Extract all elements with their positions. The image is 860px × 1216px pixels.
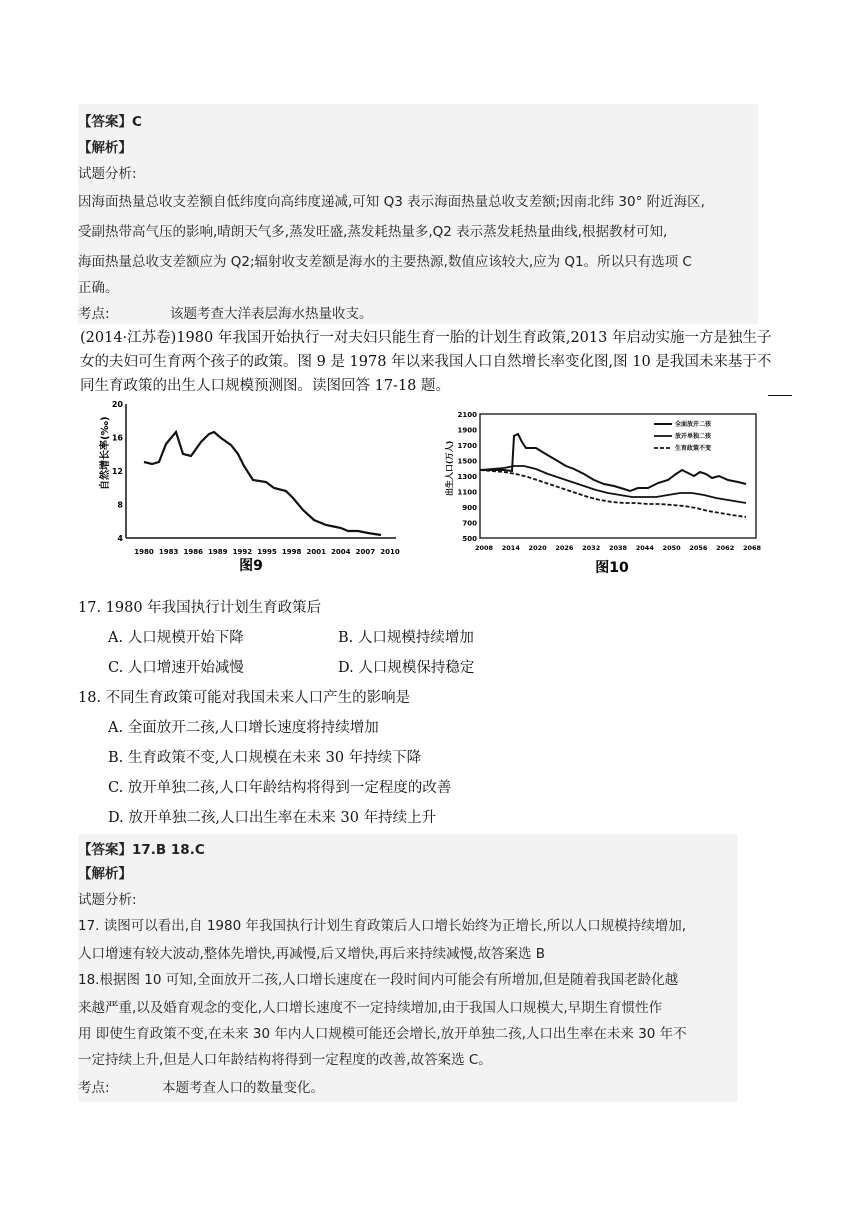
- fig10-series-full-two-child: [480, 434, 746, 491]
- kaodian-label: 考点:: [78, 1080, 110, 1096]
- fig10-label: 图10: [595, 560, 629, 576]
- q18-option-c: C. 放开单独二孩,人口年龄结构将得到一定程度的改善: [108, 780, 452, 796]
- y-tick-label: 1100: [457, 488, 477, 497]
- y-tick-label: 12: [111, 467, 123, 476]
- x-tick-label: 1989: [208, 548, 228, 556]
- y-tick-label: 4: [117, 534, 123, 543]
- analysis-line: 17. 读图可以看出,自 1980 年我国执行计划生育政策后人口增长始终为正增长,所以人口规模持续增加,: [78, 918, 687, 934]
- q18-option-b: B. 生育政策不变,人口规模在未来 30 年持续下降: [108, 750, 422, 766]
- x-tick-label: 2001: [306, 548, 326, 556]
- analysis-line: 海面热量总收支差额应为 Q2;辐射收支差额是海水的主要热源,数值应该较大,应为 Q1。所以只有选项 C: [78, 254, 692, 270]
- y-tick-label: 16: [111, 433, 123, 443]
- fig10-series-single-two-child: [480, 466, 746, 503]
- x-tick-label: 1986: [183, 548, 203, 556]
- x-tick-label: 2010: [380, 548, 400, 556]
- y-tick-label: 1900: [457, 426, 477, 435]
- q18-option-d: D. 放开单独二孩,人口出生率在未来 30 年持续上升: [108, 810, 437, 826]
- x-tick-label: 2068: [742, 544, 762, 552]
- fig10-legend: [654, 420, 712, 452]
- x-tick-label: 1995: [257, 548, 277, 556]
- analysis-line: 来越严重,以及婚育观念的变化,人口增长速度不一定持续增加,由于我国人口规模大,早期生育惯性作: [78, 1000, 663, 1016]
- y-tick-label: 8: [117, 500, 123, 510]
- x-tick-label: 2032: [582, 544, 601, 552]
- q18-stem: 18. 不同生育政策可能对我国未来人口产生的影响是: [78, 690, 411, 706]
- analysis-label: 【解析】: [78, 140, 132, 156]
- kaodian-label: 考点:: [78, 306, 110, 322]
- y-tick-label: 900: [462, 504, 477, 512]
- x-tick-label: 2008: [474, 544, 494, 552]
- kaodian-text: 本题考查人口的数量变化。: [162, 1080, 324, 1096]
- x-tick-label: 2026: [555, 544, 574, 552]
- y-tick-label: 2100: [457, 411, 477, 419]
- analysis-line: 因海面热量总收支差额自低纬度向高纬度递减,可知 Q3 表示海面热量总收支差额;因南北纬 30° 附近海区,: [78, 194, 705, 210]
- q17-stem: 17. 1980 年我国执行计划生育政策后: [78, 600, 322, 616]
- question-intro: (2014·江苏卷)1980 年我国开始执行一对夫妇只能生育一胎的计划生育政策,2013 年启动实施一方是独生子女的夫妇可生育两个孩子的政策。图 9 是 1978 年以来我国人口自然增长率变化图,图 10 是我国未来基于不同生育政策的出生人口规模预测图。读图回答 17-18 题。: [80, 330, 772, 394]
- fig10-legend-full-two-child: 全面放开二孩: [675, 421, 712, 428]
- fig9-growth-curve: [144, 432, 381, 535]
- q18-option-a: A. 全面放开二孩,人口增长速度将持续增加: [108, 720, 379, 736]
- fig9-ylabel: 自然增长率(‰): [100, 416, 111, 490]
- analysis-line: 人口增速有较大波动,整体先增快,再减慢,后又增快,再后来持续减慢,故答案选 B: [78, 946, 546, 962]
- answer-block-1: [78, 104, 758, 324]
- analysis-line: 18.根据图 10 可知,全面放开二孩,人口增长速度在一段时间内可能会有所增加,但是随着我国老龄化越: [78, 972, 679, 988]
- fig9-label: 图9: [239, 558, 263, 574]
- answer-label: 【答案】C: [78, 114, 142, 130]
- q17-option-a: A. 人口规模开始下降: [108, 630, 244, 646]
- analysis-line: 正确。: [78, 280, 119, 296]
- divider-line: [768, 395, 792, 396]
- x-tick-label: 2014: [501, 544, 520, 552]
- analysis-line: 用 即使生育政策不变,在未来 30 年内人口规模可能还会增长,放开单独二孩,人口出生率在未来 30 年不: [78, 1026, 687, 1042]
- y-tick-label: 1700: [457, 442, 477, 450]
- answer-block-2: [78, 834, 738, 1102]
- x-tick-label: 1983: [158, 548, 179, 556]
- x-tick-label: 2056: [689, 544, 708, 552]
- analysis-line: 受副热带高气压的影响,晴朗天气多,蒸发旺盛,蒸发耗热量多,Q2 表示蒸发耗热量曲线,根据教材可知,: [78, 224, 668, 240]
- analysis-label: 【解析】: [78, 866, 132, 882]
- x-tick-label: 1998: [281, 548, 302, 556]
- fig10-legend-policy-unchanged: 生育政策不变: [675, 445, 712, 452]
- y-tick-label: 20: [111, 400, 123, 409]
- x-tick-label: 2044: [635, 544, 654, 552]
- x-tick-label: 2062: [716, 544, 735, 552]
- y-tick-label: 700: [462, 519, 477, 528]
- y-tick-label: 1300: [457, 473, 477, 481]
- fig10-legend-single-two-child: 放开单独二孩: [675, 433, 712, 440]
- answer-label: 【答案】17.B 18.C: [78, 842, 205, 858]
- fig9-axes: [126, 404, 396, 538]
- analysis-line: 一定持续上升,但是人口年龄结构将得到一定程度的改善,故答案选 C。: [78, 1052, 492, 1068]
- y-tick-label: 500: [462, 535, 477, 543]
- figure-10: [444, 396, 764, 586]
- fig10-ylabel: 出生人口(万人): [445, 440, 454, 496]
- x-tick-label: 2020: [528, 544, 547, 552]
- kaodian-text: 该题考查大洋表层海水热量收支。: [170, 306, 373, 322]
- x-tick-label: 1980: [134, 548, 154, 556]
- x-tick-label: 2004: [331, 548, 351, 556]
- x-tick-label: 1992: [232, 548, 253, 556]
- analysis-subheading: 试题分析:: [78, 892, 137, 908]
- analysis-subheading: 试题分析:: [78, 166, 137, 182]
- q17-option-d: D. 人口规模保持稳定: [338, 660, 475, 676]
- q17-option-c: C. 人口增速开始减慢: [108, 660, 244, 676]
- q17-option-b: B. 人口规模持续增加: [338, 630, 474, 646]
- x-tick-label: 2007: [355, 548, 376, 556]
- x-tick-label: 2038: [608, 544, 628, 552]
- x-tick-label: 2050: [662, 544, 681, 552]
- figure-9: [96, 398, 406, 588]
- y-tick-label: 1500: [457, 457, 477, 466]
- fig10-axes: [480, 414, 756, 538]
